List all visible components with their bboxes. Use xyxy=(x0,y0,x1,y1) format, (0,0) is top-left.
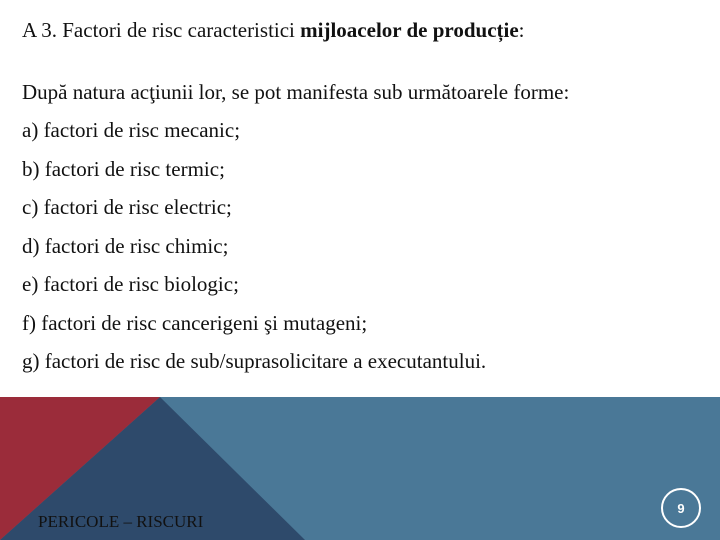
list-item: f) factori de risc cancerigeni şi mutageni; xyxy=(22,310,368,335)
slide-title xyxy=(22,18,525,43)
risk-factor-list xyxy=(22,116,486,386)
title-prefix: A 3. Factori de risc caracteristici xyxy=(22,18,301,42)
intro-text: După natura acţiunii lor, se pot manifesta sub următoarele forme: xyxy=(22,80,570,104)
page-number-badge xyxy=(661,488,701,528)
list-item: c) factori de risc electric; xyxy=(22,195,232,219)
footer-label: PERICOLE – RISCURI xyxy=(38,512,204,531)
title-suffix: : xyxy=(518,18,525,42)
page-number: 9 xyxy=(677,500,685,516)
list-item: d) factori de risc chimic; xyxy=(22,233,229,258)
list-item: a) factori de risc mecanic; xyxy=(22,118,241,142)
list-item: e) factori de risc biologic; xyxy=(22,272,239,296)
title-bold: mijloacelor de producție xyxy=(300,18,519,42)
list-item: g) factori de risc de sub/suprasolicitare a executantului. xyxy=(22,349,487,373)
list-item: b) factori de risc termic; xyxy=(22,156,225,181)
